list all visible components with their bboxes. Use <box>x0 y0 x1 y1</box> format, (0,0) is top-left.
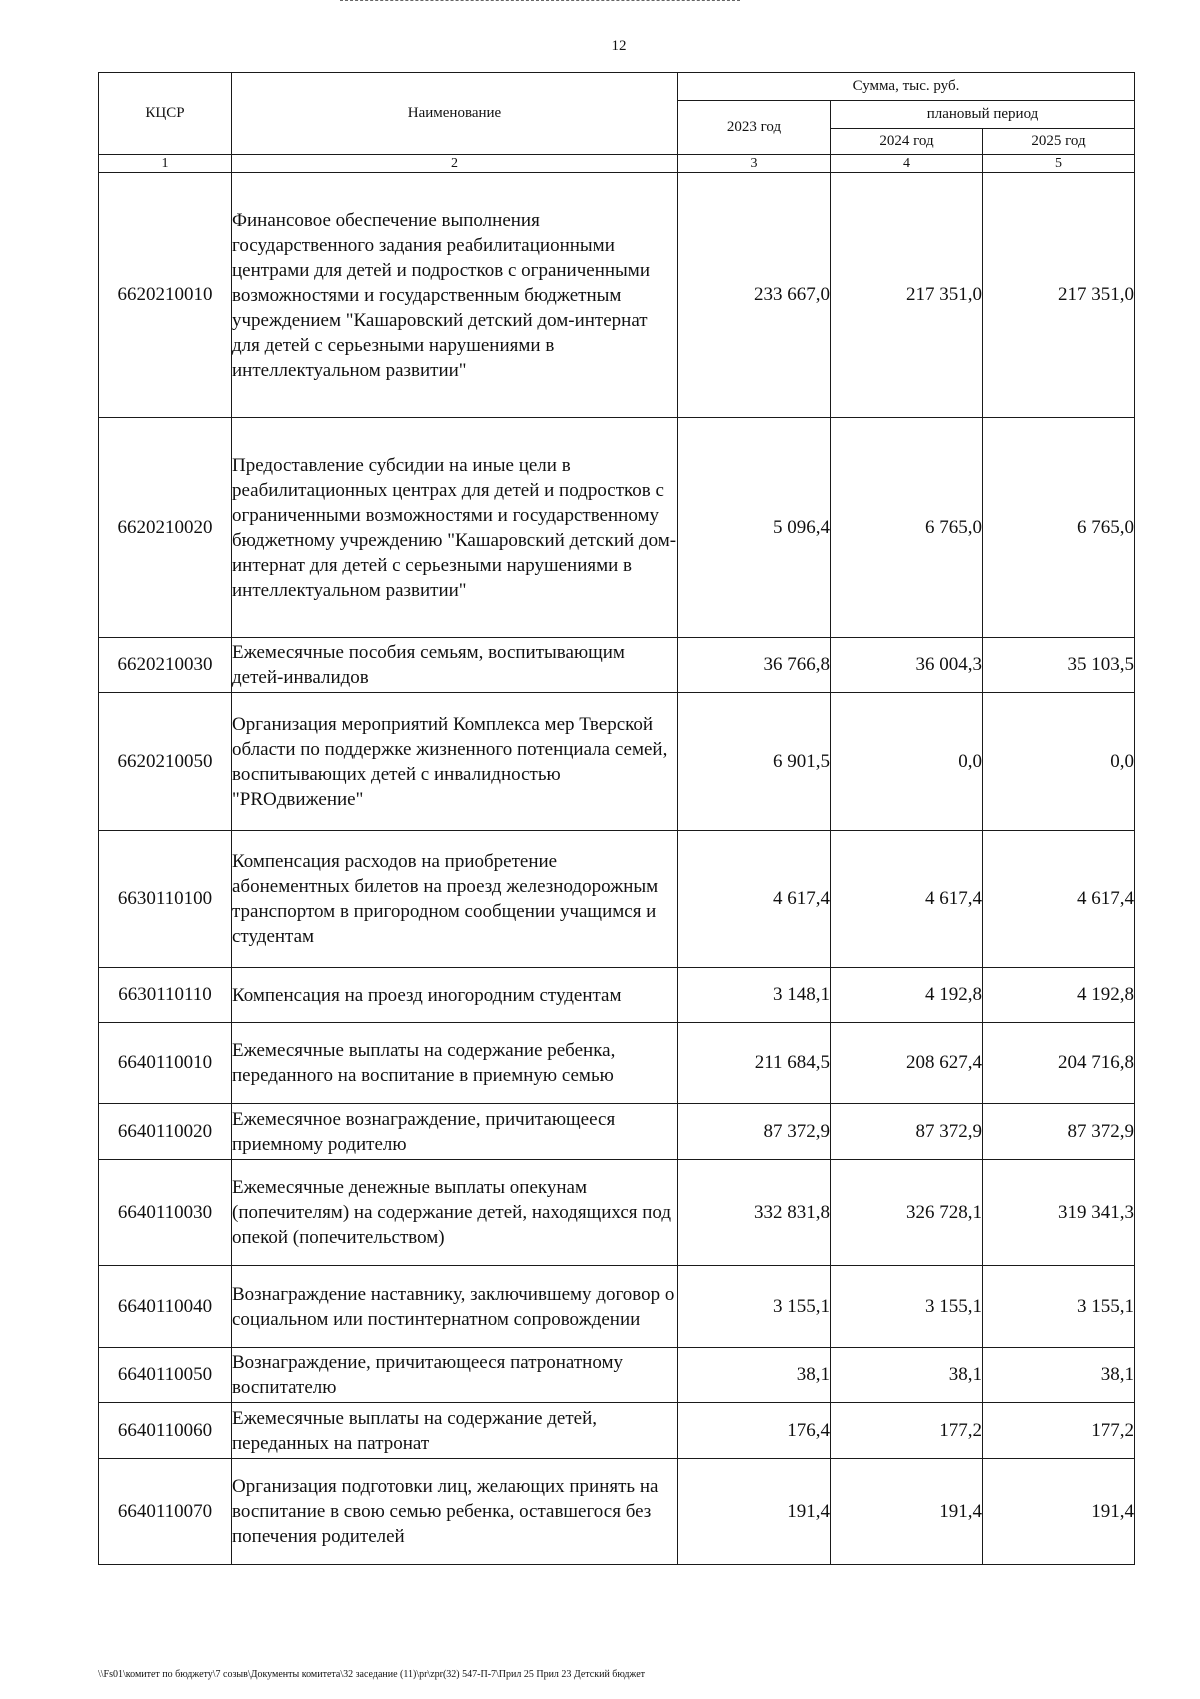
row-value-2025: 319 341,3 <box>983 1160 1135 1266</box>
row-value-2025: 3 155,1 <box>983 1266 1135 1348</box>
header-sum: Сумма, тыс. руб. <box>678 73 1135 101</box>
row-value-2023: 36 766,8 <box>678 638 831 693</box>
scan-artifact-line <box>340 0 740 3</box>
row-code: 6640110070 <box>99 1459 232 1565</box>
row-code: 6640110030 <box>99 1160 232 1266</box>
row-name: Организация подготовки лиц, желающих принять на воспитание в свою семью ребенка, оставшегося без попечения родителей <box>232 1459 678 1565</box>
table-row <box>99 1160 1135 1266</box>
row-code: 6640110050 <box>99 1348 232 1403</box>
budget-table <box>98 72 1135 1565</box>
row-value-2025: 6 765,0 <box>983 418 1135 638</box>
row-value-2025: 0,0 <box>983 693 1135 831</box>
row-code: 6630110110 <box>99 968 232 1023</box>
footer-file-path: \\Fs01\комитет по бюджету\7 созыв\Документы комитета\32 заседание (11)\pr\zpr(32) 547-П-7\Прил 25 Прил 23 Детский бюджет <box>98 1669 646 1680</box>
column-number: 3 <box>678 155 831 173</box>
header-year-2024: 2024 год <box>831 129 983 155</box>
row-code: 6620210050 <box>99 693 232 831</box>
row-value-2023: 332 831,8 <box>678 1160 831 1266</box>
row-value-2023: 87 372,9 <box>678 1104 831 1160</box>
table-row <box>99 1348 1135 1403</box>
table-row <box>99 1403 1135 1459</box>
row-value-2024: 0,0 <box>831 693 983 831</box>
table-row <box>99 1459 1135 1565</box>
row-name: Ежемесячные выплаты на содержание детей, переданных на патронат <box>232 1403 678 1459</box>
row-name: Ежемесячные пособия семьям, воспитывающим детей-инвалидов <box>232 638 678 693</box>
row-code: 6640110040 <box>99 1266 232 1348</box>
row-name: Предоставление субсидии на иные цели в реабилитационных центрах для детей и подростков с ограниченными возможностями и государственному бюджетному учреждению "Кашаровский детский дом-интернат для детей с серьезными нарушениями в интеллектуальном развитии" <box>232 418 678 638</box>
row-value-2024: 4 617,4 <box>831 831 983 968</box>
row-value-2025: 191,4 <box>983 1459 1135 1565</box>
row-value-2023: 5 096,4 <box>678 418 831 638</box>
row-name: Вознаграждение, причитающееся патронатному воспитателю <box>232 1348 678 1403</box>
row-value-2024: 217 351,0 <box>831 173 983 418</box>
column-number: 5 <box>983 155 1135 173</box>
row-code: 6620210020 <box>99 418 232 638</box>
row-value-2025: 217 351,0 <box>983 173 1135 418</box>
row-value-2024: 177,2 <box>831 1403 983 1459</box>
table-row <box>99 831 1135 968</box>
header-code: КЦСР <box>99 73 232 155</box>
row-name: Ежемесячное вознаграждение, причитающееся приемному родителю <box>232 1104 678 1160</box>
table-row <box>99 1266 1135 1348</box>
row-name: Компенсация расходов на приобретение абонементных билетов на проезд железнодорожным транспортом в пригородном сообщении учащимся и студентам <box>232 831 678 968</box>
header-name: Наименование <box>232 73 678 155</box>
row-value-2025: 38,1 <box>983 1348 1135 1403</box>
row-value-2024: 6 765,0 <box>831 418 983 638</box>
row-value-2024: 38,1 <box>831 1348 983 1403</box>
row-value-2023: 3 155,1 <box>678 1266 831 1348</box>
column-number: 2 <box>232 155 678 173</box>
row-value-2023: 4 617,4 <box>678 831 831 968</box>
table-row <box>99 1023 1135 1104</box>
row-value-2023: 191,4 <box>678 1459 831 1565</box>
row-value-2025: 87 372,9 <box>983 1104 1135 1160</box>
row-value-2023: 6 901,5 <box>678 693 831 831</box>
row-code: 6620210010 <box>99 173 232 418</box>
row-code: 6640110020 <box>99 1104 232 1160</box>
row-value-2024: 4 192,8 <box>831 968 983 1023</box>
row-value-2025: 204 716,8 <box>983 1023 1135 1104</box>
row-value-2025: 177,2 <box>983 1403 1135 1459</box>
row-name: Ежемесячные денежные выплаты опекунам (попечителям) на содержание детей, находящихся под опекой (попечительством) <box>232 1160 678 1266</box>
table-row <box>99 173 1135 418</box>
row-value-2024: 87 372,9 <box>831 1104 983 1160</box>
table-row <box>99 638 1135 693</box>
row-value-2023: 176,4 <box>678 1403 831 1459</box>
row-value-2023: 211 684,5 <box>678 1023 831 1104</box>
header-planned-period: плановый период <box>831 101 1135 129</box>
row-value-2025: 35 103,5 <box>983 638 1135 693</box>
row-name: Компенсация на проезд иногородним студентам <box>232 968 678 1023</box>
row-name: Ежемесячные выплаты на содержание ребенка, переданного на воспитание в приемную семью <box>232 1023 678 1104</box>
row-value-2025: 4 192,8 <box>983 968 1135 1023</box>
row-value-2023: 38,1 <box>678 1348 831 1403</box>
row-value-2024: 191,4 <box>831 1459 983 1565</box>
column-number: 4 <box>831 155 983 173</box>
row-code: 6620210030 <box>99 638 232 693</box>
header-year-2025: 2025 год <box>983 129 1135 155</box>
row-value-2024: 36 004,3 <box>831 638 983 693</box>
row-name: Финансовое обеспечение выполнения государственного задания реабилитационными центрами для детей и подростков с ограниченными возможностями и государственным бюджетным учреждением "Кашаровский детский дом-интернат для детей с серьезными нарушениями в интеллектуальном развитии" <box>232 173 678 418</box>
row-value-2024: 3 155,1 <box>831 1266 983 1348</box>
column-number: 1 <box>99 155 232 173</box>
table-row <box>99 1104 1135 1160</box>
row-name: Организация мероприятий Комплекса мер Тверской области по поддержке жизненного потенциала семей, воспитывающих детей с инвалидностью "PROдвижение" <box>232 693 678 831</box>
row-code: 6640110060 <box>99 1403 232 1459</box>
row-value-2023: 233 667,0 <box>678 173 831 418</box>
row-value-2024: 208 627,4 <box>831 1023 983 1104</box>
row-name: Вознаграждение наставнику, заключившему договор о социальном или постинтернатном сопровождении <box>232 1266 678 1348</box>
row-value-2025: 4 617,4 <box>983 831 1135 968</box>
row-code: 6640110010 <box>99 1023 232 1104</box>
table-row <box>99 968 1135 1023</box>
row-code: 6630110100 <box>99 831 232 968</box>
table-row <box>99 693 1135 831</box>
row-value-2023: 3 148,1 <box>678 968 831 1023</box>
header-year-2023: 2023 год <box>678 101 831 155</box>
row-value-2024: 326 728,1 <box>831 1160 983 1266</box>
table-row <box>99 418 1135 638</box>
page-number: 12 <box>611 38 627 54</box>
